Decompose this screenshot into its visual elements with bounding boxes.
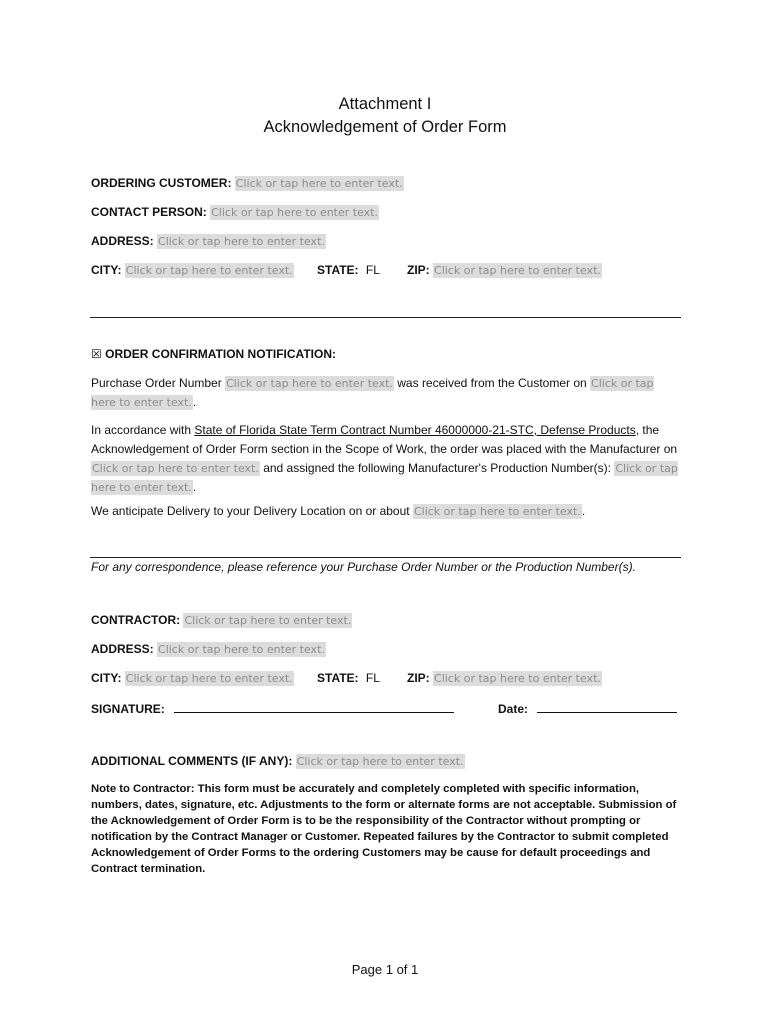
customer-state (317, 263, 380, 277)
contractor-row (91, 613, 352, 627)
reference-note: For any correspondence, please reference your Purchase Order Number or the Production Number(s). (91, 560, 636, 574)
contractor-state (317, 671, 380, 685)
contractor-note: Note to Contractor: This form must be accurately and completely completed with specific information, numbers, dates, signature, etc. Adjustments to the form or alternate forms are not acceptable. Submission of the Acknowledgement of Order Form is to be the responsibility of the Contractor without prompting or notification by the Contract Manager or Customer. Repeated failures by the Contractor to submit completed Acknowledgement of Order Forms to the ordering Customers may be cause for default proceedings and Contract termination. (91, 783, 677, 875)
purchase-order-paragraph (91, 374, 681, 412)
manufacturer-date-field[interactable]: Click or tap here to enter text. (92, 462, 259, 475)
po-text-a: Purchase Order Number (91, 376, 222, 390)
contractor-address-field[interactable]: Click or tap here to enter text. (158, 643, 325, 656)
customer-zip (407, 263, 602, 277)
customer-address-field[interactable]: Click or tap here to enter text. (158, 235, 325, 248)
contractor-city-label: CITY: (91, 671, 122, 685)
contractor-zip-field[interactable]: Click or tap here to enter text. (434, 672, 601, 685)
accordance-text-c: and assigned the following Manufacturer's Production Number(s): (263, 461, 612, 475)
reference-divider (90, 557, 681, 558)
customer-state-value: FL (365, 263, 380, 277)
contractor-label: CONTRACTOR: (91, 613, 181, 627)
customer-zip-field[interactable]: Click or tap here to enter text. (434, 264, 601, 277)
checked-checkbox-icon[interactable]: ☒ (91, 347, 102, 361)
accordance-paragraph (91, 421, 681, 497)
confirmation-heading (91, 347, 336, 361)
signature-line[interactable] (174, 700, 454, 713)
contact-person-label: CONTACT PERSON: (91, 205, 207, 219)
delivery-text-a: We anticipate Delivery to your Delivery Location on or about (91, 504, 410, 518)
accordance-text-d: . (192, 480, 197, 494)
po-number-field[interactable]: Click or tap here to enter text. (226, 377, 393, 390)
date-line[interactable] (537, 700, 677, 713)
attachment-title: Attachment I (338, 95, 432, 113)
signature-row (91, 700, 454, 716)
customer-city-row (91, 263, 294, 277)
contractor-address-label: ADDRESS: (91, 642, 154, 656)
ordering-customer-field[interactable]: Click or tap here to enter text. (235, 177, 403, 190)
contractor-state-value: FL (365, 671, 380, 685)
customer-address-row (91, 234, 326, 248)
contractor-field[interactable]: Click or tap here to enter text. (184, 614, 352, 627)
delivery-text-b: . (581, 504, 586, 518)
ordering-customer-label: ORDERING CUSTOMER: (91, 176, 232, 190)
accordance-text-a: In accordance with (91, 423, 192, 437)
po-received-date-field[interactable]: Click or tap here to enter text. (91, 377, 654, 409)
contractor-zip-label: ZIP: (407, 671, 430, 685)
contact-person-field[interactable]: Click or tap here to enter text. (211, 206, 378, 219)
contractor-state-label: STATE: (317, 671, 359, 685)
po-text-b: was received from the Customer on (397, 376, 587, 390)
page-number: Page 1 of 1 (351, 962, 419, 977)
section-divider (90, 317, 681, 318)
signature-label: SIGNATURE: (91, 702, 165, 716)
customer-zip-label: ZIP: (407, 263, 430, 277)
contractor-city-row (91, 671, 294, 685)
date-label: Date: (498, 702, 529, 716)
contact-person-row (91, 205, 379, 219)
contractor-address-row (91, 642, 326, 656)
confirmation-heading-text: ORDER CONFIRMATION NOTIFICATION: (105, 347, 336, 361)
comments-field[interactable]: Click or tap here to enter text. (296, 755, 464, 768)
date-row (498, 700, 677, 716)
comments-label: ADDITIONAL COMMENTS (IF ANY): (91, 754, 293, 768)
contract-reference: State of Florida State Term Contract Number 46000000-21-STC, Defense Products (194, 423, 636, 437)
contractor-zip (407, 671, 602, 685)
accordance-text-b: , the Acknowledgement of Order Form section in the Scope of Work, the order was placed with the Manufacturer on (91, 423, 678, 456)
customer-city-field[interactable]: Click or tap here to enter text. (125, 264, 293, 277)
comments-row (91, 754, 465, 768)
production-number-field[interactable]: Click or tap here to enter text. (91, 462, 678, 494)
form-title: Acknowledgement of Order Form (263, 118, 507, 136)
delivery-date-field[interactable]: Click or tap here to enter text. (413, 505, 581, 518)
customer-state-label: STATE: (317, 263, 359, 277)
contractor-city-field[interactable]: Click or tap here to enter text. (125, 672, 293, 685)
ordering-customer-row (91, 176, 404, 190)
customer-address-label: ADDRESS: (91, 234, 154, 248)
customer-city-label: CITY: (91, 263, 122, 277)
po-text-c: . (192, 395, 197, 409)
delivery-paragraph (91, 502, 681, 521)
